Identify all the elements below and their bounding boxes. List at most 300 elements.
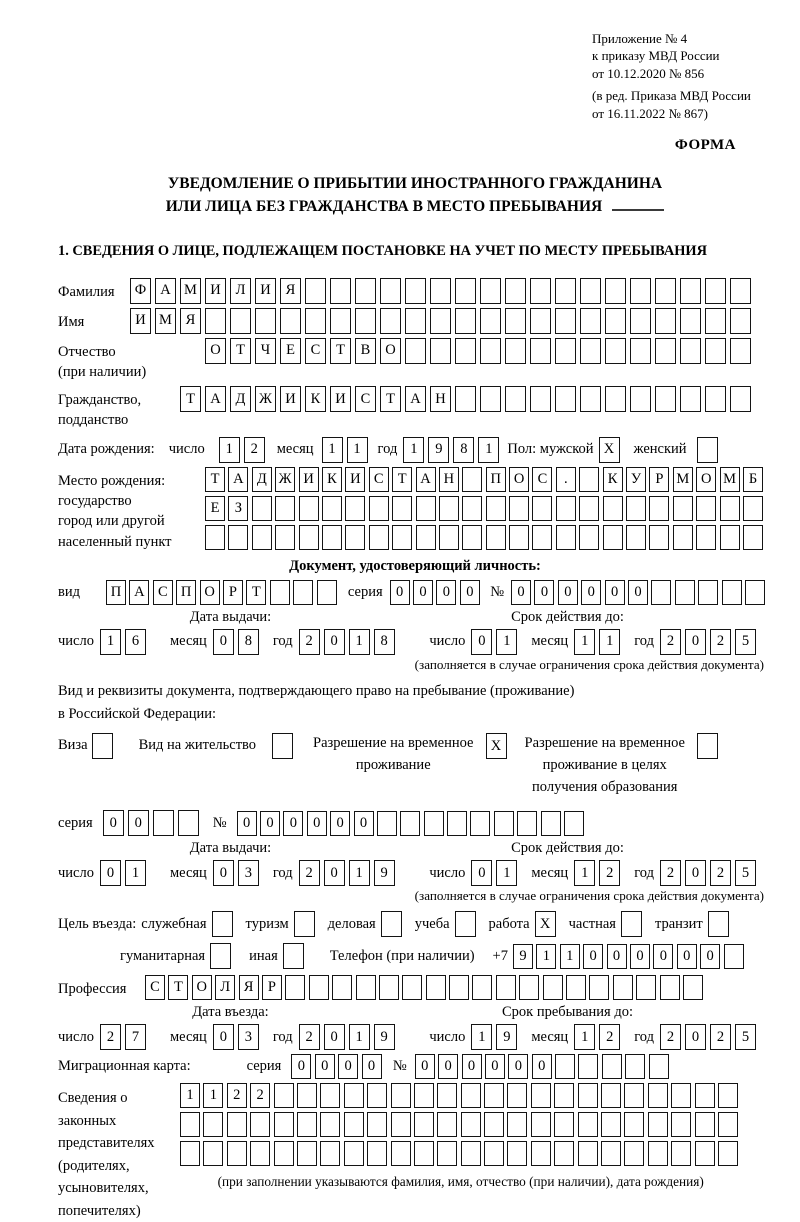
form-cell[interactable]: 1 <box>574 860 595 886</box>
form-cell[interactable]: Т <box>205 467 225 492</box>
form-cell[interactable] <box>486 496 506 521</box>
form-cell[interactable] <box>505 308 526 334</box>
form-cell[interactable]: 0 <box>354 811 374 836</box>
form-cell[interactable] <box>178 810 199 836</box>
form-cell[interactable] <box>449 975 469 1000</box>
form-cell[interactable]: 0 <box>677 944 697 969</box>
form-cell[interactable] <box>680 338 701 364</box>
form-cell[interactable]: X <box>486 733 507 759</box>
form-cell[interactable] <box>649 525 669 550</box>
form-cell[interactable] <box>505 386 526 412</box>
form-cell[interactable]: 8 <box>453 437 474 463</box>
form-cell[interactable] <box>405 338 426 364</box>
form-cell[interactable] <box>507 1083 527 1108</box>
form-cell[interactable]: 0 <box>653 944 673 969</box>
form-cell[interactable]: Р <box>649 467 669 492</box>
form-cell[interactable]: О <box>380 338 401 364</box>
form-cell[interactable] <box>531 1112 551 1137</box>
form-cell[interactable]: 1 <box>347 437 368 463</box>
form-cell[interactable] <box>437 1083 457 1108</box>
form-cell[interactable] <box>275 525 295 550</box>
form-cell[interactable] <box>455 386 476 412</box>
form-cell[interactable] <box>636 975 656 1000</box>
form-cell[interactable]: А <box>205 386 226 412</box>
form-cell[interactable]: 1 <box>560 944 580 969</box>
form-cell[interactable] <box>484 1112 504 1137</box>
form-cell[interactable]: Я <box>239 975 259 1000</box>
form-cell[interactable] <box>322 525 342 550</box>
form-cell[interactable] <box>293 580 313 605</box>
form-cell[interactable]: 0 <box>534 580 554 605</box>
form-cell[interactable] <box>355 308 376 334</box>
form-cell[interactable]: Р <box>223 580 243 605</box>
form-cell[interactable] <box>660 975 680 1000</box>
form-cell[interactable] <box>294 911 315 937</box>
form-cell[interactable] <box>621 911 642 937</box>
form-cell[interactable]: 0 <box>324 629 345 655</box>
form-cell[interactable] <box>430 308 451 334</box>
form-cell[interactable] <box>424 811 444 836</box>
form-cell[interactable]: 0 <box>338 1054 358 1079</box>
form-cell[interactable]: Ф <box>130 278 151 304</box>
form-cell[interactable] <box>345 496 365 521</box>
form-cell[interactable] <box>671 1112 691 1137</box>
form-cell[interactable] <box>228 525 248 550</box>
form-cell[interactable] <box>605 386 626 412</box>
form-cell[interactable] <box>320 1112 340 1137</box>
form-cell[interactable] <box>455 338 476 364</box>
form-cell[interactable]: 0 <box>128 810 149 836</box>
form-cell[interactable] <box>381 911 402 937</box>
form-cell[interactable] <box>507 1112 527 1137</box>
form-cell[interactable] <box>153 810 174 836</box>
form-cell[interactable] <box>648 1112 668 1137</box>
form-cell[interactable]: 2 <box>250 1083 270 1108</box>
form-cell[interactable] <box>519 975 539 1000</box>
form-cell[interactable] <box>697 733 718 759</box>
form-cell[interactable] <box>530 308 551 334</box>
form-cell[interactable] <box>92 733 113 759</box>
form-cell[interactable] <box>680 278 701 304</box>
form-cell[interactable]: 1 <box>471 1024 492 1050</box>
form-cell[interactable] <box>480 338 501 364</box>
form-cell[interactable]: В <box>355 338 376 364</box>
form-cell[interactable] <box>210 943 231 969</box>
form-cell[interactable]: Б <box>743 467 763 492</box>
form-cell[interactable] <box>480 308 501 334</box>
form-cell[interactable] <box>447 811 467 836</box>
form-cell[interactable]: 2 <box>710 1024 731 1050</box>
form-cell[interactable]: З <box>228 496 248 521</box>
form-cell[interactable] <box>566 975 586 1000</box>
form-cell[interactable] <box>626 496 646 521</box>
form-cell[interactable]: 2 <box>299 629 320 655</box>
form-cell[interactable]: Я <box>280 278 301 304</box>
form-cell[interactable]: 0 <box>213 860 234 886</box>
form-cell[interactable]: 0 <box>213 1024 234 1050</box>
form-cell[interactable] <box>369 496 389 521</box>
form-cell[interactable] <box>322 496 342 521</box>
form-cell[interactable] <box>648 1083 668 1108</box>
form-cell[interactable]: 5 <box>735 860 756 886</box>
form-cell[interactable] <box>705 278 726 304</box>
form-cell[interactable]: 2 <box>100 1024 121 1050</box>
form-cell[interactable] <box>462 467 482 492</box>
form-cell[interactable] <box>380 278 401 304</box>
form-cell[interactable] <box>299 496 319 521</box>
form-cell[interactable]: А <box>405 386 426 412</box>
form-cell[interactable]: 1 <box>536 944 556 969</box>
form-cell[interactable] <box>630 308 651 334</box>
form-cell[interactable]: 1 <box>403 437 424 463</box>
form-cell[interactable]: Д <box>230 386 251 412</box>
form-cell[interactable] <box>472 975 492 1000</box>
form-cell[interactable]: 0 <box>471 860 492 886</box>
form-cell[interactable] <box>680 308 701 334</box>
form-cell[interactable] <box>455 911 476 937</box>
form-cell[interactable] <box>252 525 272 550</box>
form-cell[interactable]: Т <box>246 580 266 605</box>
form-cell[interactable] <box>391 1083 411 1108</box>
form-cell[interactable] <box>532 525 552 550</box>
form-cell[interactable] <box>603 525 623 550</box>
form-cell[interactable] <box>530 278 551 304</box>
form-cell[interactable] <box>624 1083 644 1108</box>
form-cell[interactable] <box>555 386 576 412</box>
form-cell[interactable]: 0 <box>485 1054 505 1079</box>
form-cell[interactable] <box>630 338 651 364</box>
form-cell[interactable] <box>180 1112 200 1137</box>
form-cell[interactable]: 1 <box>180 1083 200 1108</box>
form-cell[interactable] <box>554 1083 574 1108</box>
form-cell[interactable]: Н <box>430 386 451 412</box>
form-cell[interactable] <box>743 525 763 550</box>
form-cell[interactable] <box>392 496 412 521</box>
form-cell[interactable] <box>698 580 718 605</box>
form-cell[interactable] <box>556 525 576 550</box>
form-cell[interactable]: 0 <box>283 811 303 836</box>
form-cell[interactable] <box>625 1054 645 1079</box>
form-cell[interactable]: 0 <box>324 860 345 886</box>
form-cell[interactable]: 0 <box>291 1054 311 1079</box>
form-cell[interactable] <box>517 811 537 836</box>
form-cell[interactable]: О <box>200 580 220 605</box>
form-cell[interactable]: 1 <box>219 437 240 463</box>
form-cell[interactable] <box>305 308 326 334</box>
form-cell[interactable]: М <box>720 467 740 492</box>
form-cell[interactable] <box>613 975 633 1000</box>
form-cell[interactable]: С <box>305 338 326 364</box>
form-cell[interactable] <box>555 338 576 364</box>
form-cell[interactable]: 0 <box>413 580 433 605</box>
form-cell[interactable] <box>297 1112 317 1137</box>
form-cell[interactable] <box>402 975 422 1000</box>
form-cell[interactable]: И <box>330 386 351 412</box>
form-cell[interactable]: 0 <box>324 1024 345 1050</box>
form-cell[interactable] <box>673 496 693 521</box>
form-cell[interactable] <box>367 1083 387 1108</box>
form-cell[interactable]: Л <box>230 278 251 304</box>
form-cell[interactable] <box>555 308 576 334</box>
form-cell[interactable] <box>601 1112 621 1137</box>
form-cell[interactable]: С <box>369 467 389 492</box>
form-cell[interactable]: 5 <box>735 1024 756 1050</box>
form-cell[interactable]: 2 <box>660 629 681 655</box>
form-cell[interactable]: Р <box>262 975 282 1000</box>
form-cell[interactable]: 1 <box>125 860 146 886</box>
form-cell[interactable] <box>484 1083 504 1108</box>
form-cell[interactable] <box>332 975 352 1000</box>
form-cell[interactable] <box>430 278 451 304</box>
form-cell[interactable] <box>675 580 695 605</box>
form-cell[interactable] <box>580 338 601 364</box>
form-cell[interactable]: 0 <box>362 1054 382 1079</box>
form-cell[interactable]: 0 <box>607 944 627 969</box>
form-cell[interactable]: 2 <box>244 437 265 463</box>
form-cell[interactable]: Т <box>392 467 412 492</box>
form-cell[interactable] <box>705 338 726 364</box>
form-cell[interactable] <box>708 911 729 937</box>
form-cell[interactable] <box>344 1112 364 1137</box>
form-cell[interactable]: 8 <box>374 629 395 655</box>
form-cell[interactable]: 2 <box>710 629 731 655</box>
form-cell[interactable] <box>379 975 399 1000</box>
form-cell[interactable]: 2 <box>299 860 320 886</box>
form-cell[interactable]: 0 <box>330 811 350 836</box>
form-cell[interactable] <box>624 1112 644 1137</box>
form-cell[interactable]: Е <box>205 496 225 521</box>
form-cell[interactable] <box>297 1083 317 1108</box>
form-cell[interactable]: 2 <box>710 860 731 886</box>
form-cell[interactable]: 1 <box>478 437 499 463</box>
form-cell[interactable] <box>718 1083 738 1108</box>
form-cell[interactable] <box>274 1112 294 1137</box>
form-cell[interactable]: 1 <box>322 437 343 463</box>
form-cell[interactable]: 0 <box>390 580 410 605</box>
form-cell[interactable] <box>509 496 529 521</box>
form-cell[interactable]: 0 <box>307 811 327 836</box>
form-cell[interactable] <box>683 975 703 1000</box>
form-cell[interactable] <box>405 278 426 304</box>
form-cell[interactable]: 6 <box>125 629 146 655</box>
form-cell[interactable] <box>530 338 551 364</box>
form-cell[interactable] <box>305 278 326 304</box>
form-cell[interactable] <box>462 525 482 550</box>
form-cell[interactable] <box>205 525 225 550</box>
form-cell[interactable] <box>461 1112 481 1137</box>
form-cell[interactable] <box>272 733 293 759</box>
form-cell[interactable] <box>630 278 651 304</box>
form-cell[interactable]: X <box>535 911 556 937</box>
form-cell[interactable]: 9 <box>496 1024 517 1050</box>
form-cell[interactable]: 0 <box>511 580 531 605</box>
form-cell[interactable]: 0 <box>685 629 706 655</box>
form-cell[interactable]: 9 <box>513 944 533 969</box>
form-cell[interactable]: 0 <box>460 580 480 605</box>
form-cell[interactable]: 0 <box>532 1054 552 1079</box>
form-cell[interactable]: С <box>145 975 165 1000</box>
form-cell[interactable]: 2 <box>660 1024 681 1050</box>
form-cell[interactable] <box>309 975 329 1000</box>
form-cell[interactable]: 0 <box>438 1054 458 1079</box>
form-cell[interactable]: 0 <box>685 860 706 886</box>
form-cell[interactable] <box>480 278 501 304</box>
form-cell[interactable] <box>330 278 351 304</box>
form-cell[interactable]: М <box>673 467 693 492</box>
form-cell[interactable]: О <box>509 467 529 492</box>
form-cell[interactable]: И <box>205 278 226 304</box>
form-cell[interactable]: 0 <box>685 1024 706 1050</box>
form-cell[interactable] <box>579 525 599 550</box>
form-cell[interactable]: Д <box>252 467 272 492</box>
form-cell[interactable] <box>505 278 526 304</box>
form-cell[interactable]: 0 <box>462 1054 482 1079</box>
form-cell[interactable]: 8 <box>238 629 259 655</box>
form-cell[interactable] <box>252 496 272 521</box>
form-cell[interactable] <box>555 278 576 304</box>
form-cell[interactable] <box>730 386 751 412</box>
form-cell[interactable]: 3 <box>238 860 259 886</box>
form-cell[interactable] <box>330 308 351 334</box>
form-cell[interactable]: Т <box>380 386 401 412</box>
form-cell[interactable] <box>470 811 490 836</box>
form-cell[interactable] <box>580 278 601 304</box>
form-cell[interactable] <box>695 1112 715 1137</box>
form-cell[interactable]: 0 <box>628 580 648 605</box>
form-cell[interactable]: Т <box>230 338 251 364</box>
form-cell[interactable]: 2 <box>599 860 620 886</box>
form-cell[interactable]: 2 <box>660 860 681 886</box>
form-cell[interactable]: А <box>416 467 436 492</box>
form-cell[interactable]: Я <box>180 308 201 334</box>
form-cell[interactable]: 1 <box>574 629 595 655</box>
form-cell[interactable]: Т <box>180 386 201 412</box>
form-cell[interactable] <box>380 308 401 334</box>
form-cell[interactable] <box>655 386 676 412</box>
form-cell[interactable]: 9 <box>374 860 395 886</box>
form-cell[interactable]: 1 <box>349 1024 370 1050</box>
form-cell[interactable] <box>655 338 676 364</box>
form-cell[interactable]: 9 <box>374 1024 395 1050</box>
form-cell[interactable] <box>578 1112 598 1137</box>
form-cell[interactable]: Т <box>330 338 351 364</box>
form-cell[interactable] <box>461 1083 481 1108</box>
form-cell[interactable]: 0 <box>213 629 234 655</box>
form-cell[interactable] <box>369 525 389 550</box>
form-cell[interactable] <box>626 525 646 550</box>
form-cell[interactable] <box>655 308 676 334</box>
form-cell[interactable]: А <box>129 580 149 605</box>
form-cell[interactable] <box>486 525 506 550</box>
form-cell[interactable] <box>462 496 482 521</box>
form-cell[interactable]: . <box>556 467 576 492</box>
form-cell[interactable] <box>416 496 436 521</box>
form-cell[interactable] <box>270 580 290 605</box>
form-cell[interactable]: И <box>255 278 276 304</box>
form-cell[interactable] <box>580 386 601 412</box>
form-cell[interactable] <box>414 1112 434 1137</box>
form-cell[interactable] <box>416 525 436 550</box>
form-cell[interactable] <box>722 580 742 605</box>
form-cell[interactable]: П <box>176 580 196 605</box>
form-cell[interactable] <box>671 1083 691 1108</box>
form-cell[interactable] <box>255 308 276 334</box>
form-cell[interactable] <box>212 911 233 937</box>
form-cell[interactable]: 0 <box>436 580 456 605</box>
form-cell[interactable]: К <box>603 467 623 492</box>
form-cell[interactable]: 0 <box>237 811 257 836</box>
form-cell[interactable] <box>602 1054 622 1079</box>
form-cell[interactable]: 0 <box>583 944 603 969</box>
form-cell[interactable]: 0 <box>700 944 720 969</box>
form-cell[interactable] <box>227 1112 247 1137</box>
form-cell[interactable] <box>556 496 576 521</box>
form-cell[interactable] <box>578 1054 598 1079</box>
form-cell[interactable]: 0 <box>103 810 124 836</box>
form-cell[interactable]: 2 <box>599 1024 620 1050</box>
form-cell[interactable] <box>730 338 751 364</box>
form-cell[interactable]: К <box>322 467 342 492</box>
form-cell[interactable]: И <box>130 308 151 334</box>
form-cell[interactable]: И <box>280 386 301 412</box>
form-cell[interactable] <box>730 278 751 304</box>
form-cell[interactable]: О <box>205 338 226 364</box>
form-cell[interactable] <box>496 975 516 1000</box>
form-cell[interactable] <box>696 496 716 521</box>
form-cell[interactable]: 1 <box>496 629 517 655</box>
form-cell[interactable]: С <box>355 386 376 412</box>
form-cell[interactable]: 1 <box>349 629 370 655</box>
form-cell[interactable] <box>578 1083 598 1108</box>
form-cell[interactable] <box>391 1112 411 1137</box>
form-cell[interactable]: 9 <box>428 437 449 463</box>
form-cell[interactable]: П <box>486 467 506 492</box>
form-cell[interactable] <box>555 1054 575 1079</box>
form-cell[interactable] <box>505 338 526 364</box>
form-cell[interactable]: 2 <box>227 1083 247 1108</box>
form-cell[interactable] <box>695 1083 715 1108</box>
form-cell[interactable]: 1 <box>599 629 620 655</box>
form-cell[interactable] <box>697 437 718 463</box>
form-cell[interactable] <box>367 1112 387 1137</box>
form-cell[interactable]: К <box>305 386 326 412</box>
form-cell[interactable] <box>455 308 476 334</box>
form-cell[interactable] <box>724 944 744 969</box>
form-cell[interactable] <box>345 525 365 550</box>
form-cell[interactable]: 0 <box>605 580 625 605</box>
form-cell[interactable] <box>355 278 376 304</box>
form-cell[interactable]: А <box>155 278 176 304</box>
form-cell[interactable] <box>603 496 623 521</box>
form-cell[interactable] <box>426 975 446 1000</box>
form-cell[interactable] <box>696 525 716 550</box>
form-cell[interactable] <box>680 386 701 412</box>
form-cell[interactable]: 5 <box>735 629 756 655</box>
form-cell[interactable] <box>589 975 609 1000</box>
form-cell[interactable] <box>605 338 626 364</box>
form-cell[interactable] <box>743 496 763 521</box>
form-cell[interactable]: Н <box>439 467 459 492</box>
form-cell[interactable]: 0 <box>100 860 121 886</box>
form-cell[interactable]: 1 <box>349 860 370 886</box>
form-cell[interactable] <box>541 811 561 836</box>
form-cell[interactable] <box>730 308 751 334</box>
form-cell[interactable]: М <box>155 308 176 334</box>
form-cell[interactable]: С <box>532 467 552 492</box>
form-cell[interactable] <box>400 811 420 836</box>
form-cell[interactable] <box>285 975 305 1000</box>
form-cell[interactable] <box>705 386 726 412</box>
